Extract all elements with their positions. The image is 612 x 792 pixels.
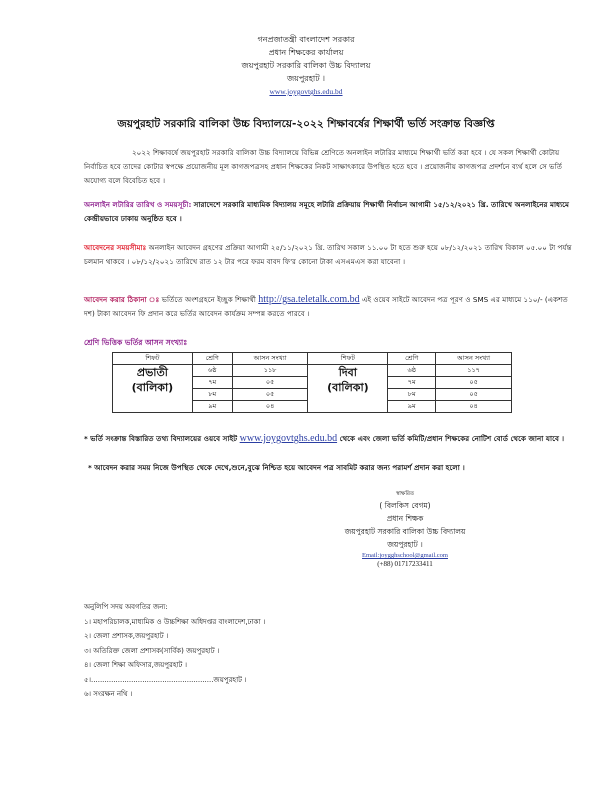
signature-block — [300, 490, 510, 569]
header-cell: শ্রেণি — [388, 353, 436, 365]
address-label: আবেদন করার ঠিকানা ঃ — [84, 295, 160, 304]
class-cell: ৯ম — [192, 401, 232, 413]
email-link[interactable]: Email:joygghschool@gmail.com — [362, 552, 448, 559]
letterhead — [0, 33, 612, 98]
school-website-link[interactable]: www.joygovtghs.edu.bd — [269, 87, 343, 96]
address-text1: ভর্তিতে অংশগ্রহনে ইচ্ছুক শিক্ষার্থী — [161, 295, 256, 304]
deadline-section — [84, 241, 580, 269]
seats-cell: ০৫ — [436, 377, 512, 389]
seats-cell: ০৫ — [232, 389, 308, 401]
signatory-designation: প্রধান শিক্ষক — [386, 514, 424, 523]
seats-table — [112, 352, 512, 413]
lottery-bold-text: সারাদেশে সরকারি মাধ্যমিক বিদ্যালয় সমূহে লটারি প্রক্রিয়ায় শিক্ষার্থী নির্বাচন — [193, 200, 408, 209]
signatory-place: জয়পুরহাট । — [387, 540, 423, 549]
lottery-label: অনলাইন লটারির তারিখ ও সময়সূচী: — [84, 200, 192, 209]
header-cell: শিফট — [308, 353, 388, 365]
note-1 — [84, 432, 580, 446]
header-cell: শ্রেণি — [192, 353, 232, 365]
lottery-text: আগামী ১৫/১২/২০২১ খ্রি. তারিখে অনলাইনের মাধ্যমে কেন্দ্রীয়ভাবে ঢাকায় অনুষ্ঠিত হবে । — [84, 200, 570, 223]
seats-cell: ০৪ — [232, 401, 308, 413]
header-cell: আসন সংখ্যা — [232, 353, 308, 365]
signatory-name: ( বিলকিস বেগম) — [379, 501, 431, 510]
notice-title: জয়পুরহাট সরকারি বালিকা উচ্চ বিদ্যালয়ে-২০২২ শিক্ষাবর্ষের শিক্ষার্থী ভর্তি সংক্রান্ত বিজ্ঞপ্তি — [117, 118, 495, 130]
class-cell: ৬ষ্ঠ — [192, 365, 232, 377]
cc-item: ১। মহাপরিচালক,মাধ্যমিক ও উচ্চশিক্ষা অধিদপ্তর বাংলাদেশ,ঢাকা । — [84, 617, 266, 626]
teletalk-link[interactable]: http://gsa.teletalk.com.bd — [258, 294, 360, 305]
seats-cell: ০৪ — [436, 401, 512, 413]
signatory-school: জয়পুরহাট সরকারি বালিকা উচ্চ বিদ্যালয় — [344, 527, 466, 536]
signed-label: স্বাক্ষরিত — [395, 491, 415, 497]
cc-item: ৪। জেলা শিক্ষা অফিসার,জয়পুরহাট । — [84, 661, 188, 669]
school-name: জয়পুরহাট সরকারি বালিকা উচ্চ বিদ্যালয় — [241, 61, 371, 70]
morning-shift-name: প্রভাতী — [136, 366, 168, 379]
day-shift-name: দিবা — [338, 366, 357, 379]
class-cell: ৮ম — [388, 389, 436, 401]
class-cell: ৭ম — [192, 377, 232, 389]
note1-website-link[interactable]: www.joygovtghs.edu.bd — [239, 433, 338, 444]
intro-paragraph: ২০২২ শিক্ষাবর্ষে জয়পুরহাট সরকারি বালিকা উচ্চ বিদ্যালয়ে বিভিন্ন শ্রেণিতে অনলাইন লটারির মাধ্যমে শিক্ষার্থী ভর্তি করা হবে । যে সকল শিক্ষার্থী কোটায় নির্বাচিত হবে তাদের কোটার স্বপক্ষে প্রয়োজনীয় মূল কাগজপত্রসহ প্রধান শিক্ষকের নিকট সাক্ষাৎকারে উপস্থিত হতে হবে । প্রয়োজনীয় কাগজপত্র প্রদর্শনে ব্যর্থ হলে সে ভর্তি অযোগ্য বলে বিবেচিত হবে । — [84, 148, 562, 185]
cc-item: ৫।.......................................................জয়পুরহাট । — [84, 675, 247, 684]
cc-item: ৬। সংরক্ষন নথি । — [84, 690, 133, 698]
class-cell: ৮ম — [192, 389, 232, 401]
class-cell: ৯ম — [388, 401, 436, 413]
day-shift-cell — [308, 365, 388, 413]
lottery-section — [84, 198, 580, 226]
note-2: * আবেদন করার সময় নিজে উপস্থিত থেকে দেখে,শুনে,বুঝে নিশ্চিত হয়ে আবেদন পত্র সাবমিট করার জন্য পরামর্শ প্রদান করা হলো । — [88, 463, 465, 472]
seats-cell: ০৫ — [232, 377, 308, 389]
class-cell: ৬ষ্ঠ — [388, 365, 436, 377]
cc-item: ৩। অতিরিক্ত জেলা প্রশাসক(সার্বিক) জয়পুরহাট । — [84, 646, 220, 655]
header-cell: শিফট — [113, 353, 193, 365]
phone-number: (+88) 01717233411 — [377, 560, 433, 568]
seats-cell: ০৫ — [436, 389, 512, 401]
day-shift-sub: (বালিকা) — [327, 381, 369, 394]
govt-name: গনপ্রজাতন্ত্রী বাংলাদেশ সরকার — [257, 35, 355, 44]
morning-shift-sub: (বালিকা) — [131, 381, 174, 394]
seats-cell: ১১৮ — [232, 365, 308, 377]
address-section — [84, 293, 580, 321]
morning-shift-cell — [113, 365, 193, 413]
address-text2: এই ওয়েব সাইটে আবেদন পত্র পূরণ ও SMS এর মাধ্যমে ১১০/- (একশত দশ) টাকা আবেদন ফি প্রদান করে ভর্তির আবেদন কার্যক্রম সম্পন্ন করতে পারবে । — [84, 295, 568, 318]
deadline-text: অনলাইন আবেদন গ্রহণের প্রক্রিয়া আগামী ২৫/১১/২০২১ খ্রি. তারিখ সকাল ১১.০০ টা হতে শুরু হয়ে ০৮/১২/২০২১ তারিখ বিকাল ০৫.০০ টা পর্যন্ত চলমান থাকবে । ০৮/১২/২০২১ তারিখে রাত ১২ টার পরে ফরম বাবদ ফি'র কোনো টাকা এসএমএস করা যাবেনা । — [84, 243, 572, 266]
header-cell: আসন সংখ্যা — [436, 353, 512, 365]
cc-heading: অনুলিপি সদয় অবগতির জন্য: — [84, 603, 168, 611]
office-name: প্রধান শিক্ষকের কার্যালয় — [268, 48, 344, 57]
note1-text-a: * ভর্তি সংক্রান্ত বিস্তারিত তথ্য বিদ্যালয়ের ওয়বে সাইট — [84, 434, 238, 443]
note1-text-b: থেকে এবং জেলা ভর্তি কমিটি/প্রধান শিক্ষকের নোটিশ বোর্ড থেকে জানা যাবে । — [339, 434, 565, 443]
table-row — [113, 365, 512, 377]
table-header-row — [113, 353, 512, 365]
seats-heading: শ্রেণি ভিত্তিক ভর্তির আসন সংখ্যাঃ — [84, 338, 188, 347]
school-location: জয়পুরহাট । — [287, 74, 325, 83]
cc-item: ২। জেলা প্রশাসক,জয়পুরহাট । — [84, 632, 169, 640]
cc-list — [84, 600, 265, 702]
class-cell: ৭ম — [388, 377, 436, 389]
seats-cell: ১১৭ — [436, 365, 512, 377]
deadline-label: আবেদনের সময়সীমাঃ — [84, 243, 147, 252]
